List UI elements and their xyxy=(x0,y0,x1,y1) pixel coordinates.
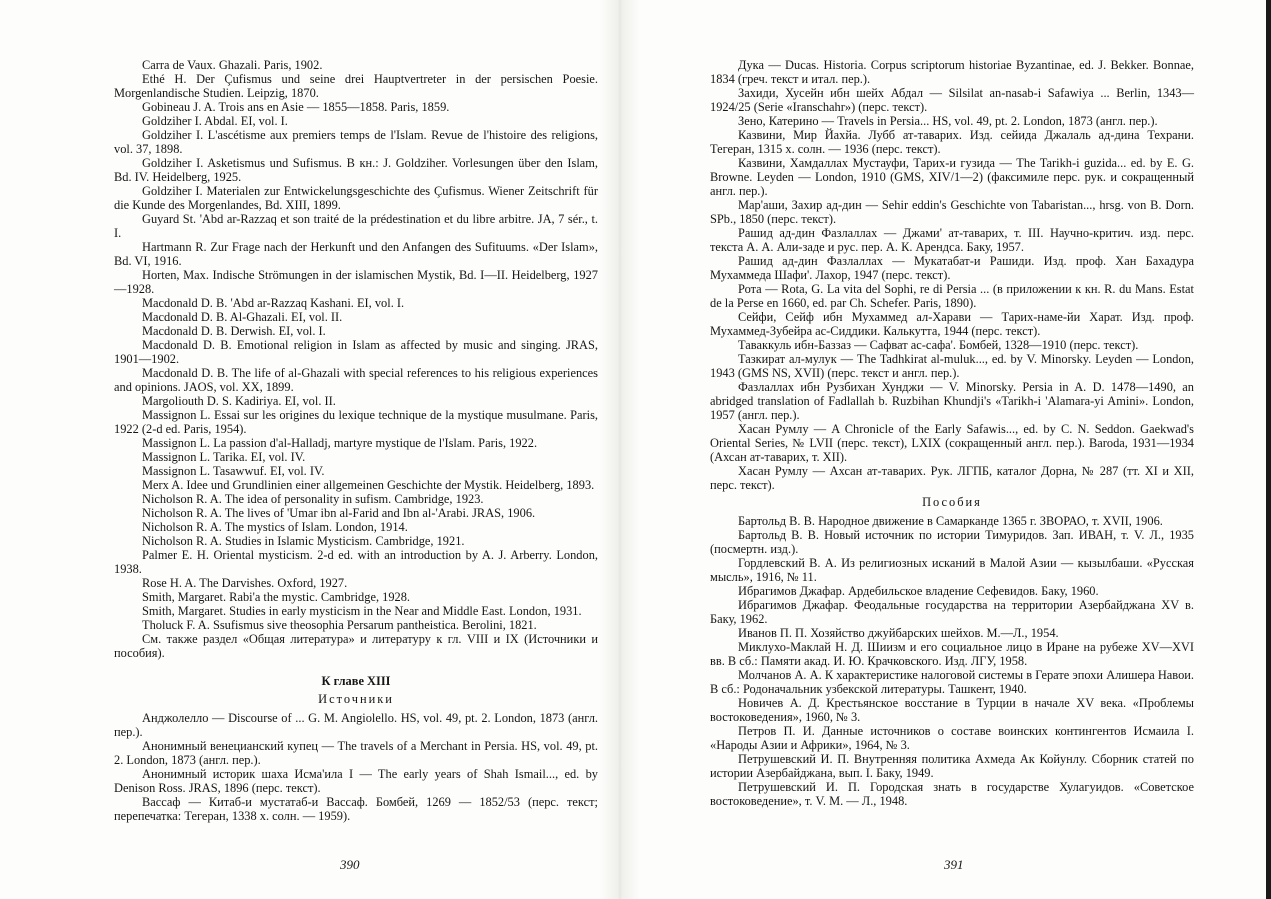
bibliography-entry: Tholuck F. A. Ssufismus sive theosophia Persarum pantheistica. Berolini, 1821. xyxy=(142,618,537,632)
aid-entry: Миклухо-Маклай Н. Д. Шиизм и его социальное лицо в Иране на рубеже XV—XVI вв. В сб.: Памяти акад. И. Ю. Крачковского. Изд. ЛГУ, 1958. xyxy=(710,640,1194,668)
page-number-right: 391 xyxy=(944,857,964,872)
source-entry: Мар'аши, Захир ад-дин — Sehir eddin's Geschichte von Tabaristan..., hrsg. von B. Dorn. SPb., 1850 (перс. текст). xyxy=(710,198,1194,226)
source-entry: Анджолелло — Discourse of ... G. M. Angiolello. HS, vol. 49, pt. 2. London, 1873 (англ. пер.). xyxy=(114,711,598,739)
sources-list-left xyxy=(114,711,598,823)
bibliography-entry: Nicholson R. A. The mystics of Islam. London, 1914. xyxy=(142,520,408,534)
sources-list-right xyxy=(710,58,1194,492)
aid-entry: Ибрагимов Джафар. Феодальные государства на территории Азербайджана XV в. Баку, 1962. xyxy=(710,598,1194,626)
bibliography-entry: Smith, Margaret. Rabi'a the mystic. Cambridge, 1928. xyxy=(142,590,411,604)
bibliography-list-left xyxy=(114,58,598,660)
bibliography-entry: Nicholson R. A. Studies in Islamic Mysticism. Cambridge, 1921. xyxy=(142,534,465,548)
source-entry: Хасан Румлу — Ахсан ат-таварих. Рук. ЛГПБ, каталог Дорна, № 287 (тт. XI и XII, перс. текст). xyxy=(710,464,1194,492)
source-entry: Рашид ад-дин Фазлаллах — Джами' ат-таварих, т. III. Научно-критич. изд. перс. текста А. А. Али-заде и рус. пер. А. К. Арендса. Баку, 1957. xyxy=(710,226,1194,254)
bibliography-entry: Palmer E. H. Oriental mysticism. 2-d ed. with an introduction by A. J. Arberry. London, 1938. xyxy=(114,548,598,576)
source-entry: Захиди, Хусейн ибн шейх Абдал — Silsilat an-nasab-i Safawiya ... Berlin, 1343—1924/25 (Serie «Iranschahr») (перс. текст). xyxy=(710,86,1194,114)
bibliography-entry: Macdonald D. B. Derwish. EI, vol. I. xyxy=(142,324,326,338)
source-entry: Рота — Rota, G. La vita del Sophi, re di Persia ... (в приложении к кн. R. du Mans. Estat de la Perse en 1660, ed. par Ch. Schefer. Paris, 1890). xyxy=(710,282,1194,310)
aid-entry: Петрушевский И. П. Внутренняя политика Ахмеда Ак Койунлу. Сборник статей по истории Азербайджана, вып. I. Баку, 1949. xyxy=(710,752,1194,780)
aid-entry: Бартольд В. В. Новый источник по истории Тимуридов. Зап. ИВАН, т. V. Л., 1935 (посмертн. изд.). xyxy=(710,528,1194,556)
source-entry: Зено, Катерино — Travels in Persia... HS, vol. 49, pt. 2. London, 1873 (англ. пер.). xyxy=(738,114,1158,128)
bibliography-entry: Goldziher I. L'ascétisme aux premiers temps de l'Islam. Revue de l'histoire des religions, vol. 37, 1898. xyxy=(114,128,598,156)
source-entry: Анонимный венецианский купец — The travels of a Merchant in Persia. HS, vol. 49, pt. 2. London, 1873 (англ. пер.). xyxy=(114,739,598,767)
bibliography-entry: Goldziher I. Abdal. EI, vol. I. xyxy=(142,114,288,128)
bibliography-entry: Macdonald D. B. Emotional religion in Islam as affected by music and singing. JRAS, 1901—1902. xyxy=(114,338,598,366)
section-heading-sources: Источники xyxy=(318,692,394,706)
bibliography-entry: Guyard St. 'Abd ar-Razzaq et son traité de la prédestination et du libre arbitre. JA, 7 sér., t. I. xyxy=(114,212,598,240)
scan-edge xyxy=(1266,0,1271,899)
cross-reference-note: См. также раздел «Общая литература» и литературу к гл. VIII и IX (Источники и пособия). xyxy=(114,632,598,660)
source-entry: Казвини, Хамдаллах Мустауфи, Тарих-и гузида — The Tarikh-i guzida... ed. by E. G. Browne. Leyden — London, 1910 (GMS, XIV/1—2) (факсимиле перс. рук. и сокращенный англ. пер.). xyxy=(710,156,1194,198)
source-entry: Тазкират ал-мулук — The Tadhkirat al-muluk..., ed. by V. Minorsky. Leyden — London, 1943 (GMS NS, XVII) (перс. текст и англ. пер.). xyxy=(710,352,1194,380)
bibliography-entry: Ethé H. Der Çufismus und seine drei Hauptvertreter in der persischen Poesie. Morgenlandische Studien. Leipzig, 1870. xyxy=(114,72,598,100)
bibliography-entry: Gobineau J. A. Trois ans en Asie — 1855—1858. Paris, 1859. xyxy=(142,100,450,114)
aid-entry: Ибрагимов Джафар. Ардебильское владение Сефевидов. Баку, 1960. xyxy=(738,584,1099,598)
chapter-heading: К главе XIII xyxy=(321,674,391,688)
bibliography-entry: Rose H. A. The Darvishes. Oxford, 1927. xyxy=(142,576,348,590)
aid-entry: Гордлевский В. А. Из религиозных исканий в Малой Азии — кызылбаши. «Русская мысль», 1916, № 11. xyxy=(710,556,1194,584)
section-heading-aids: Пособия xyxy=(922,495,982,509)
bibliography-entry: Goldziher I. Asketismus und Sufismus. В кн.: J. Goldziher. Vorlesungen über den Islam, Bd. IV. Heidelberg, 1925. xyxy=(114,156,598,184)
bibliography-entry: Smith, Margaret. Studies in early mysticism in the Near and Middle East. London, 1931. xyxy=(142,604,582,618)
source-entry: Дука — Ducas. Historia. Corpus scriptorum historiae Byzantinae, ed. J. Bekker. Bonnae, 1834 (греч. текст и итал. пер.). xyxy=(710,58,1194,86)
bibliography-entry: Massignon L. Tarika. EI, vol. IV. xyxy=(142,450,306,464)
bibliography-entry: Merx A. Idee und Grundlinien einer allgemeinen Geschichte der Mystik. Heidelberg, 1893. xyxy=(142,478,595,492)
bibliography-entry: Nicholson R. A. The lives of 'Umar ibn al-Farid and Ibn al-'Arabi. JRAS, 1906. xyxy=(142,506,536,520)
bibliography-entry: Carra de Vaux. Ghazali. Paris, 1902. xyxy=(142,58,323,72)
source-entry: Анонимный историк шаха Исма'ила I — The early years of Shah Ismail..., ed. by Denison Ross. JRAS, 1896 (перс. текст). xyxy=(114,767,598,795)
source-entry: Сейфи, Сейф ибн Мухаммед ал-Харави — Тарих-наме-йи Харат. Изд. проф. Мухаммед-Зубейра ас-Сиддики. Калькутта, 1944 (перс. текст). xyxy=(710,310,1194,338)
aid-entry: Петрушевский И. П. Городская знать в государстве Хулагуидов. «Советское востоковедение», т. V. М. — Л., 1948. xyxy=(710,780,1194,808)
bibliography-entry: Macdonald D. B. Al-Ghazali. EI, vol. II. xyxy=(142,310,343,324)
left-page xyxy=(114,58,598,823)
source-entry: Таваккуль ибн-Баззаз — Сафват ас-сафа'. Бомбей, 1328—1910 (перс. текст). xyxy=(738,338,1139,352)
aid-entry: Молчанов А. А. К характеристике налоговой системы в Герате эпохи Алишера Навои. В сб.: Родоначальник узбекской литературы. Ташкент, 1940. xyxy=(710,668,1194,696)
bibliography-entry: Massignon L. La passion d'al-Halladj, martyre mystique de l'Islam. Paris, 1922. xyxy=(142,436,538,450)
page-number-left: 390 xyxy=(340,857,360,872)
bibliography-entry: Macdonald D. B. The life of al-Ghazali with special references to his religious experiences and opinions. JAOS, vol. XX, 1899. xyxy=(114,366,598,394)
bibliography-entry: Horten, Max. Indische Strömungen in der islamischen Mystik, Bd. I—II. Heidelberg, 1927—1928. xyxy=(114,268,598,296)
source-entry: Вассаф — Китаб-и мустатаб-и Вассаф. Бомбей, 1269 — 1852/53 (перс. текст; перепечатка: Тегеран, 1338 х. солн. — 1959). xyxy=(114,795,598,823)
right-page xyxy=(710,58,1194,808)
source-entry: Казвини, Мир Йахйа. Лубб ат-таварих. Изд. сейида Джалаль ад-дина Техрани. Тегеран, 1315 х. солн. — 1936 (перс. текст). xyxy=(710,128,1194,156)
source-entry: Фазлаллах ибн Рузбихан Хунджи — V. Minorsky. Persia in A. D. 1478—1490, an abridged translation of Fadlallah b. Ruzbihan Khundji's «Tarikh-i 'Alamara-yi Amini». London, 1957 (англ. пер.). xyxy=(710,380,1194,422)
book-gutter xyxy=(600,0,640,899)
bibliography-entry: Nicholson R. A. The idea of personality in sufism. Cambridge, 1923. xyxy=(142,492,484,506)
bibliography-entry: Goldziher I. Materialen zur Entwickelungsgeschichte des Çufismus. Wiener Zeitschrift für die Kunde des Morgenlandes, Bd. XIII, 1899. xyxy=(114,184,598,212)
source-entry: Рашид ад-дин Фазлаллах — Мукатабат-и Рашиди. Изд. проф. Хан Бахадура Мухаммеда Шафи'. Лахор, 1947 (перс. текст). xyxy=(710,254,1194,282)
bibliography-entry: Massignon L. Essai sur les origines du lexique technique de la mystique musulmane. Paris, 1922 (2-d ed. Paris, 1954). xyxy=(114,408,598,436)
aid-entry: Петров П. И. Данные источников о составе воинских контингентов Исмаила I. «Народы Азии и Африки», 1964, № 3. xyxy=(710,724,1194,752)
aids-list xyxy=(710,514,1194,808)
aid-entry: Бартольд В. В. Народное движение в Самарканде 1365 г. ЗВОРАО, т. XVII, 1906. xyxy=(738,514,1163,528)
source-entry: Хасан Румлу — A Chronicle of the Early Safawis..., ed. by C. N. Seddon. Gaekwad's Oriental Series, № LVII (перс. текст), LXIX (сокращенный англ. пер.). Baroda, 1931—1934 (Ахсан ат-таварих, т. XII). xyxy=(710,422,1194,464)
bibliography-entry: Macdonald D. B. 'Abd ar-Razzaq Kashani. EI, vol. I. xyxy=(142,296,405,310)
aid-entry: Иванов П. П. Хозяйство джуйбарских шейхов. М.—Л., 1954. xyxy=(738,626,1059,640)
bibliography-entry: Margoliouth D. S. Kadiriya. EI, vol. II. xyxy=(142,394,336,408)
bibliography-entry: Massignon L. Tasawwuf. EI, vol. IV. xyxy=(142,464,325,478)
aid-entry: Новичев А. Д. Крестьянское восстание в Турции в начале XV века. «Проблемы востоковедения», 1960, № 3. xyxy=(710,696,1194,724)
bibliography-entry: Hartmann R. Zur Frage nach der Herkunft und den Anfangen des Sufituums. «Der Islam», Bd. VI, 1916. xyxy=(114,240,598,268)
